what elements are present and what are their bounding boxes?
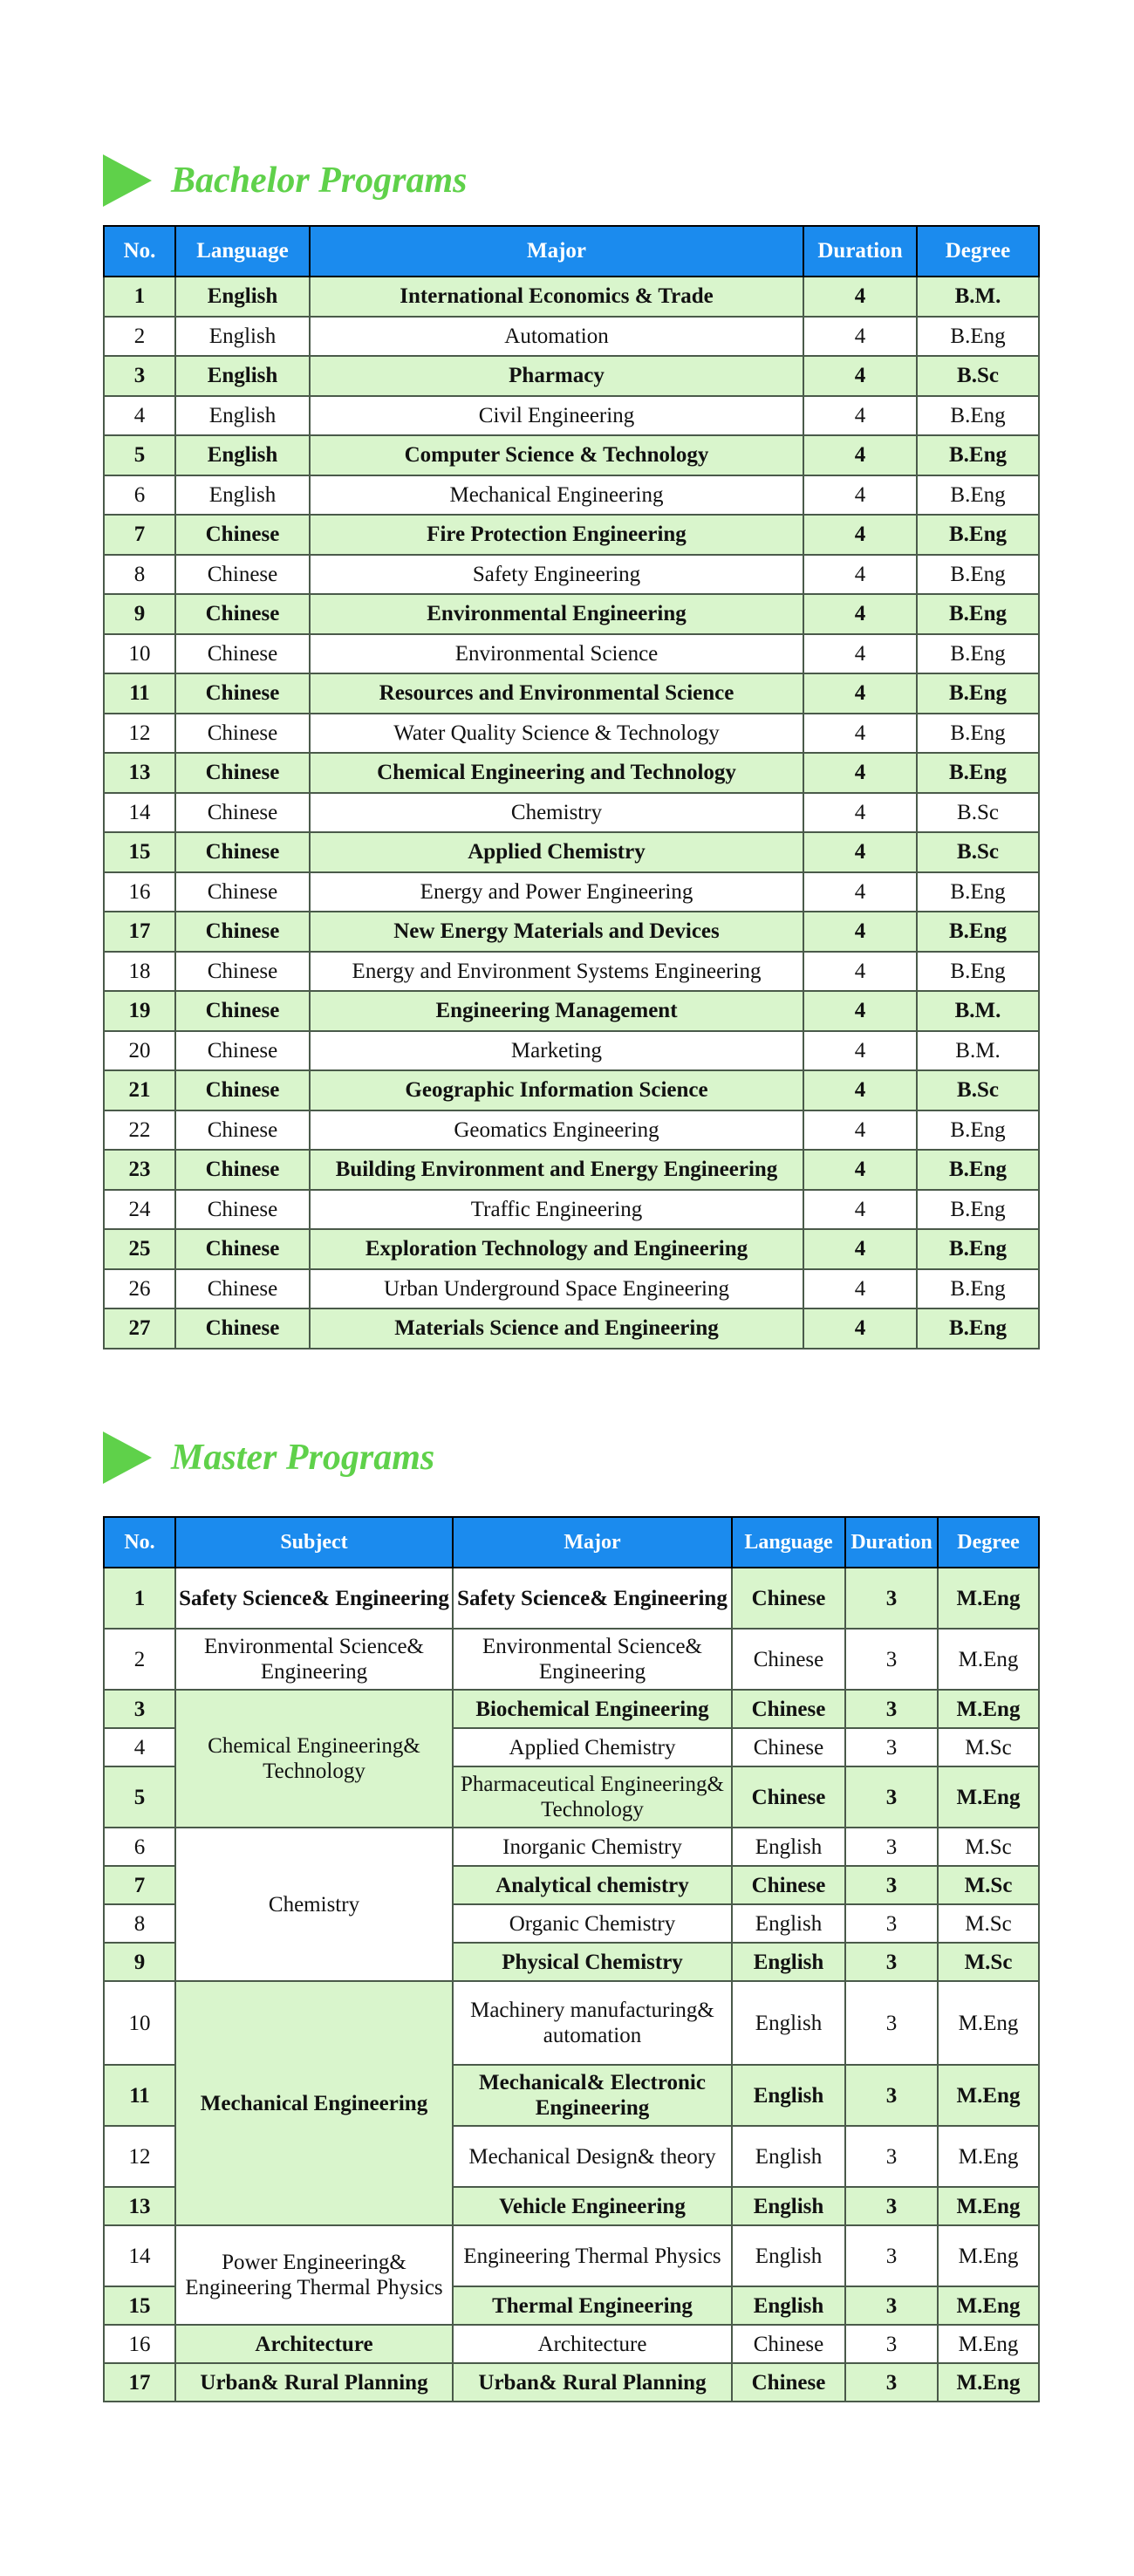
cell-language: Chinese xyxy=(175,1031,310,1071)
cell-duration: 4 xyxy=(803,1070,917,1110)
cell-major: International Economics & Trade xyxy=(310,277,803,317)
cell-major: Mechanical& Electronic Engineering xyxy=(453,2065,732,2126)
table-row xyxy=(104,475,1039,516)
cell-subject: Power Engineering& Engineering Thermal Physics xyxy=(175,2225,453,2325)
cell-degree: B.Eng xyxy=(917,952,1039,992)
table-row xyxy=(104,1070,1039,1110)
cell-language: English xyxy=(175,356,310,396)
cell-duration: 4 xyxy=(803,1269,917,1309)
cell-language: Chinese xyxy=(175,594,310,634)
cell-language: English xyxy=(175,277,310,317)
cell-no: 16 xyxy=(104,872,175,912)
cell-duration: 4 xyxy=(803,714,917,754)
table-header-row xyxy=(104,226,1039,277)
cell-duration: 4 xyxy=(803,317,917,357)
col-header-language: Language xyxy=(732,1517,845,1568)
table-row xyxy=(104,793,1039,833)
cell-no: 25 xyxy=(104,1229,175,1269)
cell-language: English xyxy=(732,2065,845,2126)
table-row xyxy=(104,356,1039,396)
cell-degree: M.Eng xyxy=(938,1629,1039,1690)
cell-language: Chinese xyxy=(175,634,310,674)
cell-degree: B.Sc xyxy=(917,1070,1039,1110)
cell-degree: B.Eng xyxy=(917,396,1039,436)
cell-duration: 4 xyxy=(803,594,917,634)
cell-no: 10 xyxy=(104,634,175,674)
cell-degree: M.Eng xyxy=(938,2065,1039,2126)
cell-degree: M.Eng xyxy=(938,1766,1039,1828)
cell-duration: 4 xyxy=(803,673,917,714)
green-triangle-icon xyxy=(103,1431,152,1484)
cell-no: 13 xyxy=(104,753,175,793)
cell-no: 14 xyxy=(104,793,175,833)
table-row xyxy=(104,1110,1039,1151)
col-header-language: Language xyxy=(175,226,310,277)
cell-subject: Chemistry xyxy=(175,1828,453,1981)
cell-no: 21 xyxy=(104,1070,175,1110)
cell-major: Physical Chemistry xyxy=(453,1943,732,1981)
cell-no: 16 xyxy=(104,2325,175,2363)
table-row xyxy=(104,1568,1039,1629)
cell-duration: 4 xyxy=(803,991,917,1031)
cell-major: Biochemical Engineering xyxy=(453,1690,732,1728)
bachelor-programs-table xyxy=(103,225,1040,1349)
cell-duration: 3 xyxy=(845,2126,938,2187)
cell-language: Chinese xyxy=(175,793,310,833)
cell-degree: B.Eng xyxy=(917,714,1039,754)
cell-degree: B.Eng xyxy=(917,555,1039,595)
col-header-no: No. xyxy=(104,226,175,277)
cell-language: Chinese xyxy=(175,1150,310,1190)
cell-duration: 3 xyxy=(845,2065,938,2126)
cell-duration: 3 xyxy=(845,1766,938,1828)
cell-subject: Architecture xyxy=(175,2325,453,2363)
cell-duration: 3 xyxy=(845,2187,938,2225)
cell-major: Environmental Science xyxy=(310,634,803,674)
cell-major: Materials Science and Engineering xyxy=(310,1308,803,1349)
cell-duration: 4 xyxy=(803,912,917,952)
cell-no: 13 xyxy=(104,2187,175,2225)
cell-language: Chinese xyxy=(175,991,310,1031)
cell-language: English xyxy=(175,475,310,516)
cell-duration: 4 xyxy=(803,1190,917,1230)
cell-duration: 3 xyxy=(845,1728,938,1766)
table-row xyxy=(104,634,1039,674)
cell-duration: 3 xyxy=(845,2325,938,2363)
table-row xyxy=(104,912,1039,952)
cell-no: 15 xyxy=(104,832,175,872)
cell-no: 11 xyxy=(104,2065,175,2126)
cell-no: 12 xyxy=(104,714,175,754)
cell-major: Mechanical Engineering xyxy=(310,475,803,516)
cell-no: 6 xyxy=(104,1828,175,1866)
cell-degree: M.Sc xyxy=(938,1904,1039,1943)
cell-degree: M.Eng xyxy=(938,2225,1039,2286)
cell-no: 10 xyxy=(104,1981,175,2065)
cell-degree: M.Sc xyxy=(938,1728,1039,1766)
col-header-duration: Duration xyxy=(845,1517,938,1568)
cell-duration: 3 xyxy=(845,1904,938,1943)
cell-duration: 4 xyxy=(803,753,917,793)
cell-no: 2 xyxy=(104,317,175,357)
cell-major: Civil Engineering xyxy=(310,396,803,436)
cell-language: English xyxy=(732,2126,845,2187)
cell-degree: M.Eng xyxy=(938,2187,1039,2225)
cell-degree: B.Eng xyxy=(917,435,1039,475)
cell-no: 22 xyxy=(104,1110,175,1151)
cell-no: 4 xyxy=(104,396,175,436)
cell-language: Chinese xyxy=(175,832,310,872)
cell-degree: M.Eng xyxy=(938,2126,1039,2187)
cell-major: Water Quality Science & Technology xyxy=(310,714,803,754)
cell-no: 24 xyxy=(104,1190,175,1230)
table-row xyxy=(104,2225,1039,2286)
cell-language: English xyxy=(732,2225,845,2286)
cell-no: 23 xyxy=(104,1150,175,1190)
cell-subject: Mechanical Engineering xyxy=(175,1981,453,2225)
cell-major: Analytical chemistry xyxy=(453,1866,732,1904)
cell-major: Engineering Thermal Physics xyxy=(453,2225,732,2286)
cell-degree: B.Eng xyxy=(917,1110,1039,1151)
cell-language: Chinese xyxy=(175,1229,310,1269)
table-row xyxy=(104,991,1039,1031)
cell-duration: 4 xyxy=(803,555,917,595)
col-header-subject: Subject xyxy=(175,1517,453,1568)
table-row xyxy=(104,317,1039,357)
master-title: Master Programs xyxy=(171,1438,435,1478)
cell-major: Pharmaceutical Engineering& Technology xyxy=(453,1766,732,1828)
cell-major: Mechanical Design& theory xyxy=(453,2126,732,2187)
cell-major: Inorganic Chemistry xyxy=(453,1828,732,1866)
cell-degree: B.Sc xyxy=(917,832,1039,872)
cell-duration: 3 xyxy=(845,1690,938,1728)
cell-no: 15 xyxy=(104,2286,175,2325)
cell-language: English xyxy=(732,2187,845,2225)
cell-degree: B.Eng xyxy=(917,753,1039,793)
cell-language: English xyxy=(732,1828,845,1866)
table-row xyxy=(104,277,1039,317)
master-table-body xyxy=(104,1568,1039,2402)
cell-major: Vehicle Engineering xyxy=(453,2187,732,2225)
cell-language: Chinese xyxy=(175,1070,310,1110)
cell-language: Chinese xyxy=(732,2325,845,2363)
cell-degree: B.Eng xyxy=(917,634,1039,674)
cell-language: Chinese xyxy=(732,1866,845,1904)
cell-major: Urban& Rural Planning xyxy=(453,2363,732,2402)
table-row xyxy=(104,1981,1039,2065)
cell-degree: M.Eng xyxy=(938,2286,1039,2325)
cell-no: 17 xyxy=(104,912,175,952)
cell-degree: B.Eng xyxy=(917,1150,1039,1190)
cell-no: 26 xyxy=(104,1269,175,1309)
green-triangle-icon xyxy=(103,154,152,207)
cell-degree: M.Eng xyxy=(938,1568,1039,1629)
cell-duration: 4 xyxy=(803,356,917,396)
cell-degree: B.Eng xyxy=(917,1308,1039,1349)
cell-major: Geomatics Engineering xyxy=(310,1110,803,1151)
table-row xyxy=(104,1690,1039,1728)
table-row xyxy=(104,396,1039,436)
cell-degree: M.Eng xyxy=(938,2325,1039,2363)
cell-language: Chinese xyxy=(175,1269,310,1309)
table-row xyxy=(104,1190,1039,1230)
cell-major: Exploration Technology and Engineering xyxy=(310,1229,803,1269)
cell-degree: B.M. xyxy=(917,1031,1039,1071)
cell-duration: 3 xyxy=(845,1568,938,1629)
cell-no: 11 xyxy=(104,673,175,714)
cell-major: Safety Engineering xyxy=(310,555,803,595)
cell-no: 27 xyxy=(104,1308,175,1349)
cell-duration: 4 xyxy=(803,1229,917,1269)
cell-major: Urban Underground Space Engineering xyxy=(310,1269,803,1309)
cell-no: 8 xyxy=(104,555,175,595)
cell-language: Chinese xyxy=(175,515,310,555)
col-header-degree: Degree xyxy=(938,1517,1039,1568)
cell-duration: 4 xyxy=(803,1150,917,1190)
cell-major: Resources and Environmental Science xyxy=(310,673,803,714)
cell-language: English xyxy=(732,1981,845,2065)
bachelor-title: Bachelor Programs xyxy=(171,161,468,201)
cell-duration: 4 xyxy=(803,396,917,436)
cell-duration: 4 xyxy=(803,634,917,674)
cell-duration: 4 xyxy=(803,435,917,475)
cell-no: 3 xyxy=(104,356,175,396)
table-row xyxy=(104,1828,1039,1866)
cell-language: English xyxy=(175,317,310,357)
cell-duration: 4 xyxy=(803,832,917,872)
cell-no: 20 xyxy=(104,1031,175,1071)
cell-degree: B.Eng xyxy=(917,317,1039,357)
table-header-row xyxy=(104,1517,1039,1568)
cell-major: Thermal Engineering xyxy=(453,2286,732,2325)
table-row xyxy=(104,673,1039,714)
cell-degree: B.Sc xyxy=(917,356,1039,396)
cell-duration: 4 xyxy=(803,793,917,833)
cell-language: Chinese xyxy=(175,1190,310,1230)
cell-subject: Environmental Science& Engineering xyxy=(175,1629,453,1690)
cell-language: Chinese xyxy=(175,753,310,793)
cell-degree: B.Eng xyxy=(917,1190,1039,1230)
cell-no: 8 xyxy=(104,1904,175,1943)
cell-duration: 3 xyxy=(845,2225,938,2286)
cell-no: 3 xyxy=(104,1690,175,1728)
cell-major: Applied Chemistry xyxy=(453,1728,732,1766)
cell-major: Pharmacy xyxy=(310,356,803,396)
col-header-major: Major xyxy=(310,226,803,277)
table-row xyxy=(104,594,1039,634)
cell-language: Chinese xyxy=(175,872,310,912)
cell-degree: B.Eng xyxy=(917,673,1039,714)
cell-major: Computer Science & Technology xyxy=(310,435,803,475)
cell-degree: M.Sc xyxy=(938,1828,1039,1866)
cell-duration: 4 xyxy=(803,1031,917,1071)
cell-no: 12 xyxy=(104,2126,175,2187)
table-row xyxy=(104,1229,1039,1269)
table-row xyxy=(104,2325,1039,2363)
cell-no: 4 xyxy=(104,1728,175,1766)
cell-major: Energy and Environment Systems Engineering xyxy=(310,952,803,992)
table-row xyxy=(104,753,1039,793)
table-row xyxy=(104,1031,1039,1071)
cell-major: Energy and Power Engineering xyxy=(310,872,803,912)
cell-subject: Safety Science& Engineering xyxy=(175,1568,453,1629)
cell-duration: 4 xyxy=(803,1308,917,1349)
bachelor-section-header xyxy=(103,150,468,211)
cell-no: 17 xyxy=(104,2363,175,2402)
cell-degree: B.Eng xyxy=(917,475,1039,516)
cell-degree: B.Eng xyxy=(917,594,1039,634)
cell-degree: M.Eng xyxy=(938,2363,1039,2402)
cell-duration: 3 xyxy=(845,1828,938,1866)
cell-degree: M.Eng xyxy=(938,1690,1039,1728)
cell-duration: 3 xyxy=(845,2363,938,2402)
cell-no: 1 xyxy=(104,277,175,317)
cell-degree: B.M. xyxy=(917,991,1039,1031)
cell-language: English xyxy=(732,1904,845,1943)
table-row xyxy=(104,952,1039,992)
master-section-header xyxy=(103,1427,434,1488)
cell-degree: M.Sc xyxy=(938,1943,1039,1981)
table-row xyxy=(104,872,1039,912)
cell-language: Chinese xyxy=(732,1690,845,1728)
table-row xyxy=(104,2363,1039,2402)
table-row xyxy=(104,435,1039,475)
cell-duration: 3 xyxy=(845,1866,938,1904)
cell-major: Engineering Management xyxy=(310,991,803,1031)
cell-degree: B.Eng xyxy=(917,912,1039,952)
cell-duration: 4 xyxy=(803,515,917,555)
cell-major: Geographic Information Science xyxy=(310,1070,803,1110)
cell-language: Chinese xyxy=(175,952,310,992)
cell-major: New Energy Materials and Devices xyxy=(310,912,803,952)
cell-language: Chinese xyxy=(732,1728,845,1766)
cell-major: Environmental Engineering xyxy=(310,594,803,634)
cell-no: 1 xyxy=(104,1568,175,1629)
table-row xyxy=(104,714,1039,754)
table-row xyxy=(104,1629,1039,1690)
cell-major: Machinery manufacturing& automation xyxy=(453,1981,732,2065)
cell-no: 14 xyxy=(104,2225,175,2286)
cell-degree: M.Eng xyxy=(938,1981,1039,2065)
cell-duration: 3 xyxy=(845,1629,938,1690)
cell-language: Chinese xyxy=(732,1629,845,1690)
cell-no: 5 xyxy=(104,1766,175,1828)
cell-major: Architecture xyxy=(453,2325,732,2363)
cell-duration: 4 xyxy=(803,872,917,912)
cell-language: English xyxy=(732,1943,845,1981)
cell-major: Marketing xyxy=(310,1031,803,1071)
cell-major: Traffic Engineering xyxy=(310,1190,803,1230)
cell-major: Organic Chemistry xyxy=(453,1904,732,1943)
table-row xyxy=(104,1308,1039,1349)
cell-degree: B.Eng xyxy=(917,1229,1039,1269)
table-row xyxy=(104,1150,1039,1190)
cell-language: Chinese xyxy=(175,912,310,952)
cell-subject: Chemical Engineering& Technology xyxy=(175,1690,453,1828)
cell-degree: B.M. xyxy=(917,277,1039,317)
cell-duration: 4 xyxy=(803,277,917,317)
cell-duration: 3 xyxy=(845,2286,938,2325)
cell-no: 2 xyxy=(104,1629,175,1690)
cell-no: 19 xyxy=(104,991,175,1031)
cell-language: Chinese xyxy=(732,1568,845,1629)
cell-language: Chinese xyxy=(732,1766,845,1828)
table-row xyxy=(104,515,1039,555)
table-row xyxy=(104,1269,1039,1309)
table-row xyxy=(104,832,1039,872)
cell-major: Safety Science& Engineering xyxy=(453,1568,732,1629)
cell-major: Building Environment and Energy Engineering xyxy=(310,1150,803,1190)
col-header-no: No. xyxy=(104,1517,175,1568)
col-header-major: Major xyxy=(453,1517,732,1568)
cell-degree: B.Sc xyxy=(917,793,1039,833)
cell-language: Chinese xyxy=(175,1308,310,1349)
cell-degree: M.Sc xyxy=(938,1866,1039,1904)
cell-major: Environmental Science& Engineering xyxy=(453,1629,732,1690)
cell-no: 9 xyxy=(104,594,175,634)
cell-language: English xyxy=(732,2286,845,2325)
cell-duration: 4 xyxy=(803,952,917,992)
cell-major: Chemical Engineering and Technology xyxy=(310,753,803,793)
cell-major: Automation xyxy=(310,317,803,357)
bachelor-table-body xyxy=(104,277,1039,1349)
cell-major: Fire Protection Engineering xyxy=(310,515,803,555)
master-programs-table xyxy=(103,1516,1040,2402)
cell-language: Chinese xyxy=(732,2363,845,2402)
cell-duration: 3 xyxy=(845,1981,938,2065)
cell-degree: B.Eng xyxy=(917,872,1039,912)
cell-degree: B.Eng xyxy=(917,515,1039,555)
cell-no: 18 xyxy=(104,952,175,992)
cell-no: 7 xyxy=(104,1866,175,1904)
col-header-degree: Degree xyxy=(917,226,1039,277)
cell-duration: 4 xyxy=(803,475,917,516)
cell-no: 6 xyxy=(104,475,175,516)
cell-language: Chinese xyxy=(175,1110,310,1151)
cell-major: Applied Chemistry xyxy=(310,832,803,872)
cell-subject: Urban& Rural Planning xyxy=(175,2363,453,2402)
cell-language: English xyxy=(175,435,310,475)
cell-degree: B.Eng xyxy=(917,1269,1039,1309)
cell-language: Chinese xyxy=(175,555,310,595)
col-header-duration: Duration xyxy=(803,226,917,277)
cell-duration: 4 xyxy=(803,1110,917,1151)
cell-language: Chinese xyxy=(175,714,310,754)
cell-no: 9 xyxy=(104,1943,175,1981)
table-row xyxy=(104,555,1039,595)
cell-no: 5 xyxy=(104,435,175,475)
cell-no: 7 xyxy=(104,515,175,555)
cell-major: Chemistry xyxy=(310,793,803,833)
cell-language: Chinese xyxy=(175,673,310,714)
cell-duration: 3 xyxy=(845,1943,938,1981)
cell-language: English xyxy=(175,396,310,436)
